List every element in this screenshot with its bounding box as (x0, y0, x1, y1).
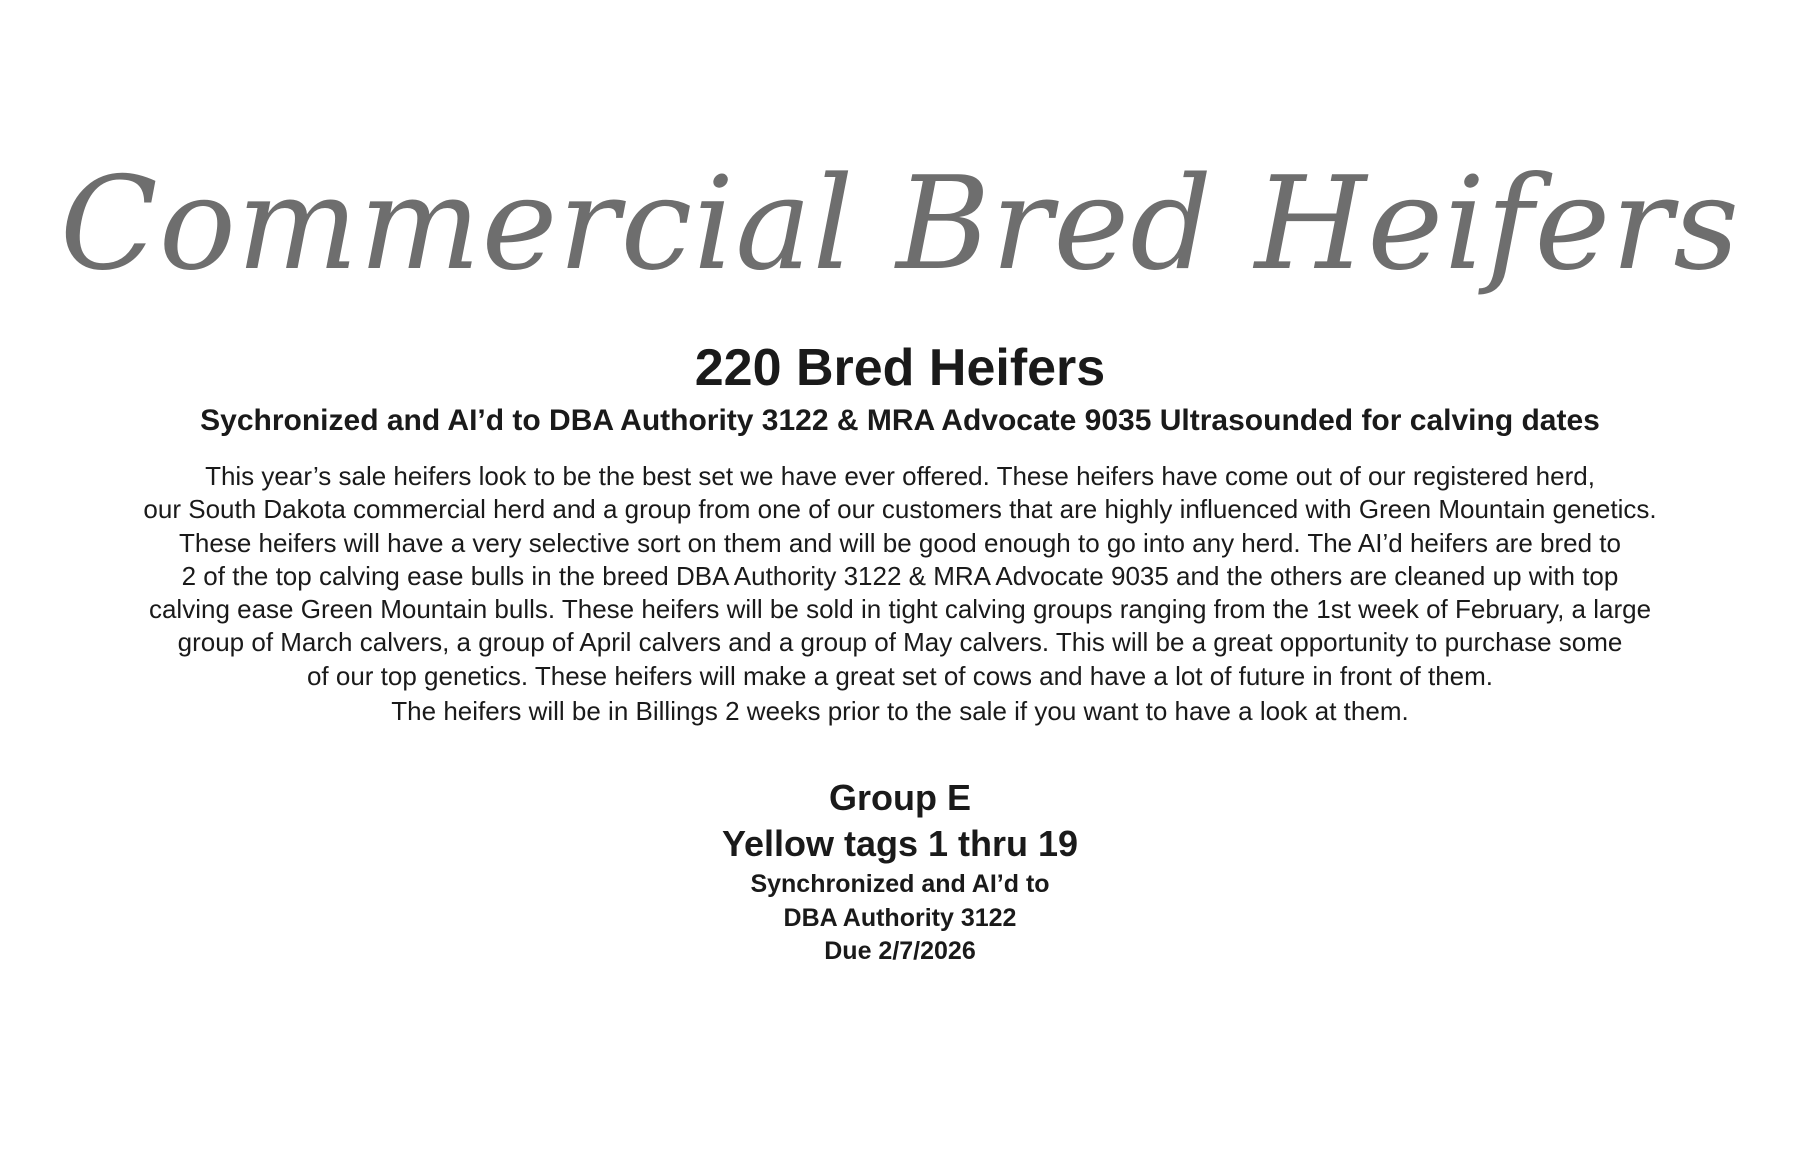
description-line: This year’s sale heifers look to be the best set we have ever offered. These heifers have come out of our registered herd, (205, 461, 1595, 491)
description-line: calving ease Green Mountain bulls. These heifers will be sold in tight calving groups ranging from the 1st week of February, a large (148, 594, 1652, 625)
group-detail-due-date: Due 2/7/2026 (824, 937, 976, 965)
description (0, 460, 1800, 728)
subheadline: Sychronized and AI’d to DBA Authority 3122 & MRA Advocate 9035 Ultrasounded for calving dates (200, 404, 1600, 437)
group-detail-breeding: Synchronized and AI’d to (750, 870, 1050, 898)
script-title: Commercial Bred Heifers (59, 150, 1741, 299)
group-detail-sire: DBA Authority 3122 (783, 903, 1017, 932)
description-line: These heifers will have a very selective sort on them and will be good enough to go into any herd. The AI’d heifers are bred to (179, 527, 1621, 558)
description-line: our South Dakota commercial herd and a group from one of our customers that are highly influenced with Green Mountain genetics. (143, 494, 1657, 525)
description-line: group of March calvers, a group of April calvers and a group of May calvers. This will be a great opportunity to purchase some (177, 627, 1623, 658)
description-line: of our top genetics. These heifers will make a great set of cows and have a lot of future in front of them. (306, 660, 1494, 691)
description-line: 2 of the top calving ease bulls in the breed DBA Authority 3122 & MRA Advocate 9035 and the others are cleaned up with top (181, 560, 1619, 591)
headline: 220 Bred Heifers (694, 339, 1106, 397)
group-title: Group E (829, 777, 971, 818)
group-tags: Yellow tags 1 thru 19 (721, 823, 1079, 864)
group-info (0, 776, 1800, 969)
description-line: The heifers will be in Billings 2 weeks prior to the sale if you want to have a look at them. (391, 696, 1409, 727)
